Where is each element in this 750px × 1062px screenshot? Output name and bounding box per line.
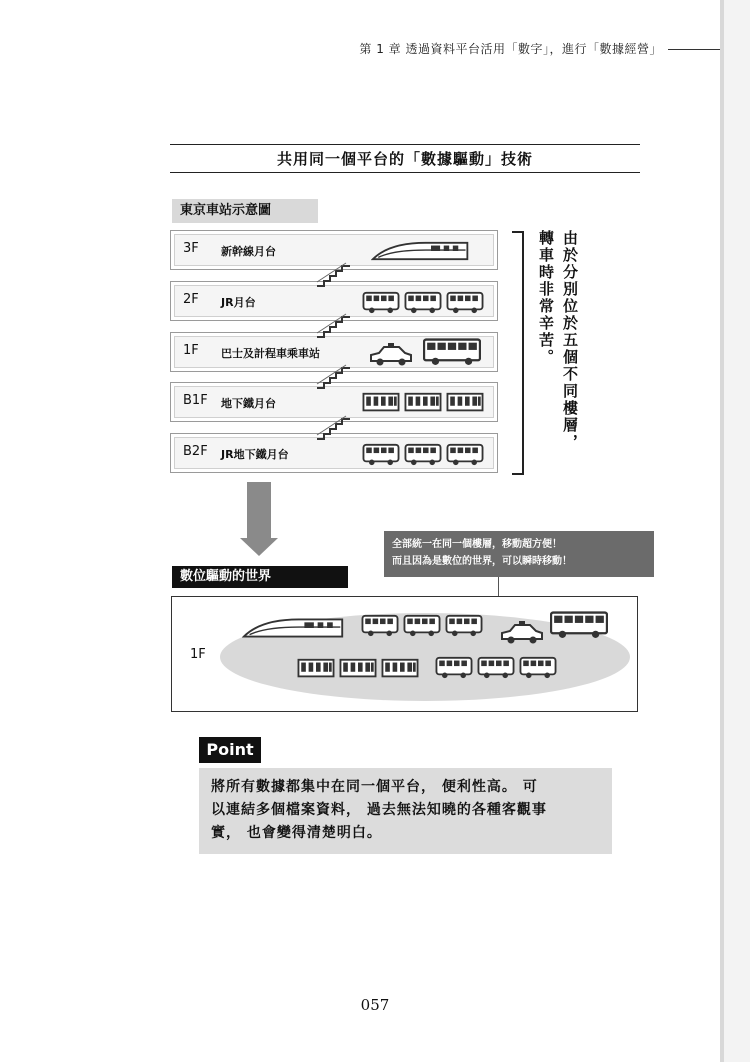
jr-subway-train-icon	[361, 442, 489, 466]
shinkansen-icon	[242, 615, 346, 641]
header-rule	[668, 49, 720, 50]
jr-subway-train-icon	[434, 655, 562, 681]
world-floor-level: 1F	[190, 647, 206, 662]
stairs-icon	[316, 364, 352, 390]
jr-train-icon	[361, 290, 489, 314]
down-arrow-icon	[240, 538, 278, 556]
title-rule-top	[170, 144, 640, 145]
figure-title: 共用同一個平台的「數據驅動」技術	[276, 150, 533, 168]
shinkansen-icon	[371, 239, 471, 263]
subway-train-icon	[361, 391, 489, 415]
floor-name: JR月台	[221, 296, 256, 309]
floor-level: B1F	[183, 393, 208, 408]
taxi-icon	[498, 621, 546, 645]
callout-line1: 全部統一在同一個樓層，移動超方便！	[392, 539, 562, 550]
floor-level: B2F	[183, 444, 208, 459]
floor-name: 地下鐵月台	[221, 397, 276, 410]
floor-name: 巴士及計程車乘車站	[221, 347, 320, 360]
floor-name: JR地下鐵月台	[221, 448, 289, 461]
taxi-icon	[369, 343, 413, 367]
callout-box	[384, 531, 654, 577]
subway-train-icon	[296, 657, 424, 681]
page-number: 057	[360, 996, 390, 1014]
world-label: 數位驅動的世界	[172, 566, 348, 588]
down-arrow-shaft	[247, 482, 271, 540]
title-rule-bottom	[170, 172, 640, 173]
point-text-line3: 實， 也會變得清楚明白。	[211, 825, 382, 841]
digital-world-box	[171, 596, 638, 712]
floor-level: 3F	[183, 241, 199, 256]
station-label: 東京車站示意圖	[172, 199, 318, 223]
callout-line2: 而且因為是數位的世界，可以瞬時移動！	[392, 556, 572, 567]
floor-name: 新幹線月台	[221, 245, 276, 258]
page-gutter	[724, 0, 750, 1062]
floors-bracket	[512, 231, 524, 475]
point-text-line1: 將所有數據都集中在同一個平台， 便利性高。 可	[211, 779, 538, 795]
bus-icon	[423, 338, 481, 366]
jr-train-icon	[360, 613, 488, 639]
stairs-icon	[316, 262, 352, 288]
point-label: Point	[199, 737, 261, 763]
side-note-col2: 轉車時非常辛苦。	[537, 230, 555, 366]
point-box	[199, 768, 612, 854]
side-note-col1: 由於分別位於五個不同樓層，	[561, 230, 579, 451]
floor-level: 2F	[183, 292, 199, 307]
floor-level: 1F	[183, 343, 199, 358]
stairs-icon	[316, 415, 352, 441]
stairs-icon	[316, 313, 352, 339]
running-header: 第 1 章 透過資料平台活用「數字」，進行「數據經營」	[359, 42, 662, 56]
bus-icon	[550, 611, 608, 639]
callout-pointer	[498, 577, 499, 597]
point-text-line2: 以連結多個檔案資料， 過去無法知曉的各種客觀事	[211, 802, 547, 818]
